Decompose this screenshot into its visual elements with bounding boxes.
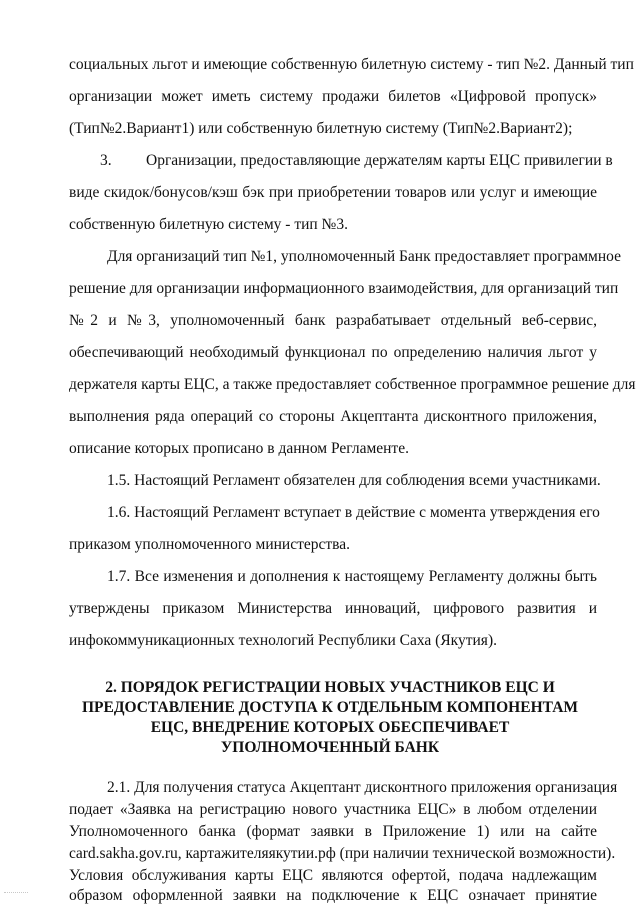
text-line: инфокоммуникационных технологий Республики Саха (Якутия). bbox=[69, 632, 497, 649]
section-heading-line: УПОЛНОМОЧЕННЫЙ БАНК bbox=[220, 739, 440, 756]
list-item-number: 3. bbox=[100, 152, 112, 169]
text-line: Организации, предоставляющие держателям карты ЕЦС привилегии в bbox=[146, 152, 613, 169]
text-line: (Тип№2.Вариант1) или собственную билетную систему (Тип№2.Вариант2); bbox=[69, 120, 573, 137]
text-line: обеспечивающий необходимый функционал по определению наличия льгот у bbox=[69, 344, 597, 361]
text-line: виде скидок/бонусов/кэш бэк при приобретении товаров или услуг и имеющие bbox=[69, 184, 597, 201]
text-line: образом оформленной заявки на подключение к ЕЦС означает принятие bbox=[69, 887, 597, 904]
text-line: card.sakha.gov.ru, картажителяякутии.рф (при наличии технической возможности). bbox=[69, 845, 616, 862]
scan-edge-mark bbox=[4, 892, 28, 893]
text-line: собственную билетную систему - тип №3. bbox=[69, 216, 348, 233]
section-heading-line: ПРЕДОСТАВЛЕНИЕ ДОСТУПА К ОТДЕЛЬНЫМ КОМПОНЕНТАМ bbox=[81, 699, 579, 716]
section-heading-line: ЕЦС, ВНЕДРЕНИЕ КОТОРЫХ ОБЕСПЕЧИВАЕТ bbox=[150, 719, 510, 736]
text-line: Уполномоченного банка (формат заявки в Приложение 1) или на сайте bbox=[69, 823, 597, 840]
section-heading-line: 2. ПОРЯДОК РЕГИСТРАЦИИ НОВЫХ УЧАСТНИКОВ ЕЦС И bbox=[105, 679, 555, 696]
text-line: 2.1. Для получения статуса Акцептант дисконтного приложения организация bbox=[107, 779, 618, 796]
text-line: решение для организации информационного взаимодействия, для организаций тип bbox=[69, 280, 619, 297]
text-line: 1.5. Настоящий Регламент обязателен для соблюдения всеми участниками. bbox=[107, 472, 601, 489]
text-line: Для организаций тип №1, уполномоченный Банк предоставляет программное bbox=[107, 248, 621, 265]
text-line: выполнения ряда операций со стороны Акцептанта дисконтного приложения, bbox=[69, 408, 597, 425]
text-line: 1.7. Все изменения и дополнения к настоящему Регламенту должны быть bbox=[107, 568, 597, 585]
text-line: Условия обслуживания карты ЕЦС являются офертой, подача надлежащим bbox=[69, 867, 597, 884]
text-line: социальных льгот и имеющие собственную билетную систему - тип №2. Данный тип bbox=[69, 56, 634, 73]
text-line: подает «Заявка на регистрацию нового участника ЕЦС» в любом отделении bbox=[69, 801, 597, 818]
text-line: держателя карты ЕЦС, а также предоставляет собственное программное решение для bbox=[69, 376, 636, 393]
text-line: приказом уполномоченного министерства. bbox=[69, 536, 351, 553]
text-line: 1.6. Настоящий Регламент вступает в действие с момента утверждения его bbox=[107, 504, 600, 521]
text-line: организации может иметь систему продажи билетов «Цифровой пропуск» bbox=[69, 88, 597, 105]
text-line: №2 и №3, уполномоченный банк разрабатывает отдельный веб-сервис, bbox=[69, 312, 597, 329]
text-line: описание которых прописано в данном Регламенте. bbox=[69, 440, 409, 457]
text-line: утверждены приказом Министерства инноваций, цифрового развития и bbox=[69, 600, 597, 617]
